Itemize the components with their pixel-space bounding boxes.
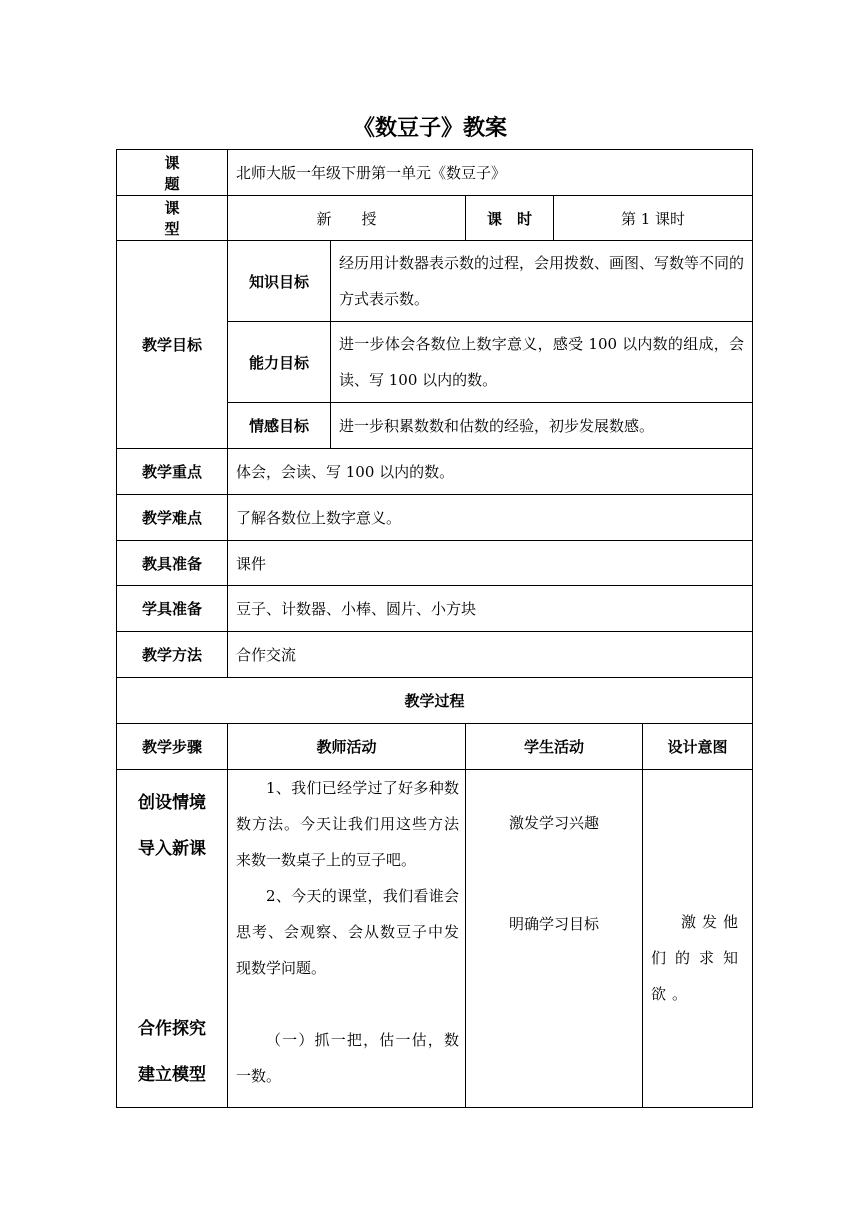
- row-topic: [117, 150, 753, 196]
- objective-label-emotion: 情感目标: [228, 403, 331, 449]
- teaching-tools-value: 课件: [228, 541, 753, 586]
- row-type: [117, 196, 753, 241]
- intent-cell: [643, 770, 753, 1108]
- design-intent-text: 激发他们的求知欲。: [651, 913, 745, 1003]
- lesson-plan-table: [116, 149, 753, 1108]
- row-process-heading: [117, 678, 753, 724]
- col-header-student: 学生活动: [466, 724, 643, 770]
- objective-label-knowledge: 知识目标: [228, 241, 331, 322]
- col-header-teacher: 教师活动: [228, 724, 466, 770]
- document-title: 《数豆子》教案: [352, 116, 507, 141]
- row-key-point: [117, 449, 753, 495]
- row-method: [117, 632, 753, 678]
- objective-label-ability: 能力目标: [228, 322, 331, 403]
- row-student-tools: [117, 586, 753, 632]
- student-activity-item: 明确学习目标: [508, 915, 599, 933]
- period-label: 课 时: [466, 196, 554, 241]
- step-label: 合作探究: [138, 1019, 206, 1039]
- teacher-paragraph: 2、今天的课堂，我们看谁会思考、会观察、会从数豆子中发现数学问题。: [236, 887, 459, 977]
- row-objective-knowledge: [117, 241, 753, 322]
- objective-text-knowledge: 经历用计数器表示数的过程，会用拨数、画图、写数等不同的方式表示数。: [331, 241, 753, 322]
- steps-cell: [117, 770, 228, 1108]
- method-value: 合作交流: [228, 632, 753, 678]
- key-point-label: 教学重点: [117, 449, 228, 495]
- step-label: 导入新课: [138, 839, 206, 859]
- teaching-tools-label: 教具准备: [117, 541, 228, 586]
- method-label: 教学方法: [117, 632, 228, 678]
- type-label: 课 型: [117, 196, 228, 241]
- difficulty-value: 了解各数位上数字意义。: [228, 495, 753, 541]
- teacher-activity-cell: [228, 770, 466, 1108]
- col-header-intent: 设计意图: [643, 724, 753, 770]
- objective-text-ability: 进一步体会各数位上数字意义，感受 100 以内数的组成，会读、写 100 以内的数。: [331, 322, 753, 403]
- teacher-paragraph: 1、我们已经学过了好多种数数方法。今天让我们用这些方法来数一数桌子上的豆子吧。: [236, 779, 459, 869]
- student-activity-item: 激发学习兴趣: [508, 814, 599, 832]
- objective-text-emotion: 进一步积累数数和估数的经验，初步发展数感。: [331, 403, 753, 449]
- student-activity-cell: [466, 770, 643, 1108]
- teacher-paragraph: （一）抓一把，估一估，数一数。: [236, 1031, 459, 1085]
- objectives-label: 教学目标: [117, 241, 228, 449]
- student-tools-label: 学具准备: [117, 586, 228, 632]
- step-label: 创设情境: [138, 793, 206, 813]
- difficulty-label: 教学难点: [117, 495, 228, 541]
- step-label: 建立模型: [138, 1065, 206, 1085]
- row-process-body: [117, 770, 753, 1108]
- col-header-steps: 教学步骤: [117, 724, 228, 770]
- student-tools-value: 豆子、计数器、小棒、圆片、小方块: [228, 586, 753, 632]
- process-heading: 教学过程: [117, 678, 753, 724]
- period-value: 第 1 课时: [554, 196, 753, 241]
- topic-label: 课 题: [117, 150, 228, 196]
- row-process-columns: [117, 724, 753, 770]
- row-teaching-tools: [117, 541, 753, 586]
- key-point-value: 体会，会读、写 100 以内的数。: [228, 449, 753, 495]
- topic-value: 北师大版一年级下册第一单元《数豆子》: [228, 150, 753, 196]
- row-difficulty: [117, 495, 753, 541]
- type-value: 新 授: [228, 196, 466, 241]
